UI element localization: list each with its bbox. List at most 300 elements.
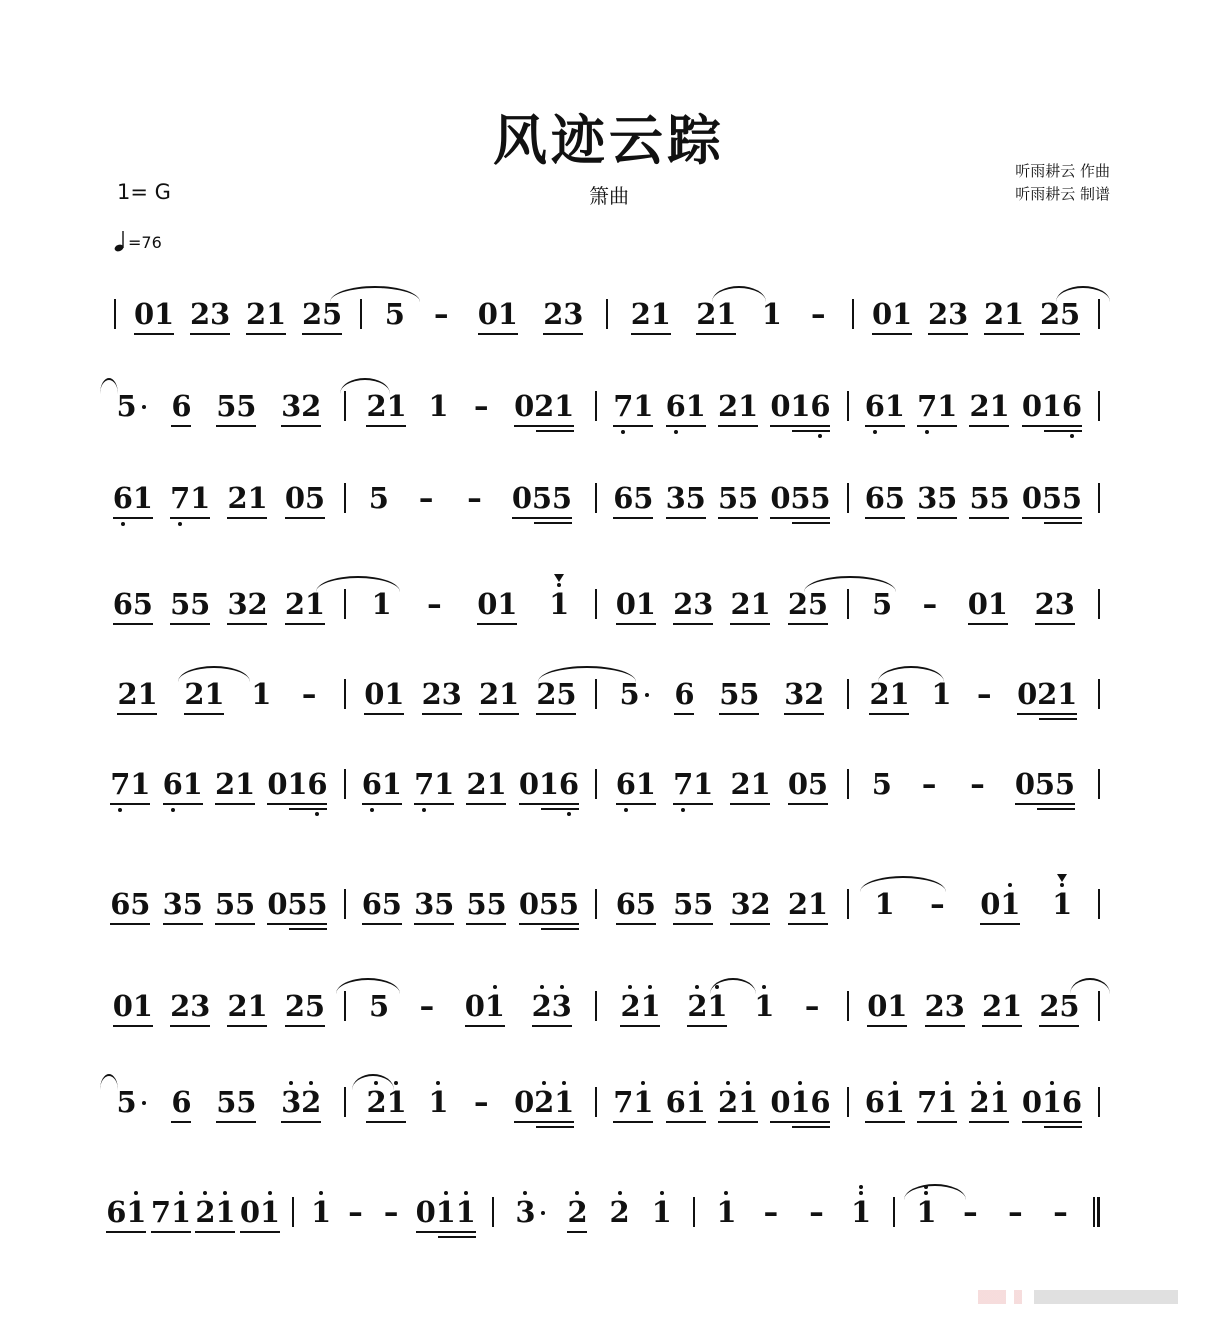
beat-group [613,482,653,524]
note: 6 [864,1085,885,1119]
beat-group [110,888,150,930]
beam-line-double [1044,1126,1082,1128]
beam-line [171,425,191,427]
measure [304,1196,482,1238]
beam-line [512,517,572,519]
beam-line [1040,333,1080,335]
measure [905,1196,1083,1238]
note: 1 [650,297,671,331]
note: 5 [190,587,211,621]
tie-slur [710,978,756,994]
note: 6 [1062,390,1082,422]
beat-group [195,1196,235,1238]
beat-group [673,588,713,630]
measure [705,1196,883,1238]
beam-line [422,713,462,715]
note: 5 [558,887,579,921]
note: 6 [163,768,183,800]
extension-dash: – [427,587,442,621]
beat-group [151,1196,191,1238]
beat-group [113,990,153,1032]
barline [344,889,346,919]
beam-line [673,623,713,625]
note: 3 [1054,587,1075,621]
high-octave-dot [223,1191,227,1195]
note: 3 [441,677,462,711]
note: 1 [790,389,811,423]
extension-dash: – [467,481,482,515]
beam-line [416,1231,476,1233]
note: 0 [511,481,532,515]
beam-line [215,803,255,805]
beam-line [788,803,828,805]
note: 0 [514,1085,535,1119]
note: 1 [851,1196,871,1228]
measure [356,1086,586,1128]
note: 1 [1041,389,1062,423]
beam-line [302,333,342,335]
note: 1 [1004,297,1025,331]
high-octave-dot [660,1191,664,1195]
tie-slur [340,378,390,394]
extension-dash: – [921,767,937,801]
note: 1 [287,767,308,801]
measure [859,888,1089,930]
beam-line [666,425,706,427]
beat-group [925,990,965,1032]
note: 6 [112,587,133,621]
beam-line [613,425,653,427]
beat-group [673,768,713,810]
beat-group [805,1196,827,1238]
note: 1 [132,989,153,1023]
note: 0 [415,1195,436,1229]
tie-slur [878,666,944,682]
beat-group [969,390,1009,432]
beat-group [134,298,174,340]
beat-group [106,1196,146,1238]
extension-dash: – [809,1195,824,1229]
beam-line [969,517,1009,519]
note: 3 [552,990,572,1022]
beat-group [760,1196,782,1238]
beam-line [110,803,150,805]
note: 5 [466,887,487,921]
beam-line [1035,623,1075,625]
note: 2 [787,587,808,621]
note: 1 [1052,888,1072,920]
note: 5 [368,481,389,515]
measure [356,888,586,930]
high-octave-dot [726,1081,730,1085]
beam-line-double [792,1126,830,1128]
beam-line [730,923,770,925]
tie-slur [330,286,420,302]
measure [104,990,334,1032]
note: 1 [807,887,828,921]
note: 1 [716,1196,736,1228]
beat-group [931,678,951,720]
note: 1 [204,677,225,711]
beat-group [718,390,758,432]
measure [864,298,1088,340]
barline [847,589,849,619]
note: 1 [428,1086,448,1118]
beat-group [463,482,485,524]
high-octave-dot [641,1081,645,1085]
note: 0 [770,481,791,515]
beat-group [917,390,957,432]
note: 5 [182,887,203,921]
note: 2 [687,990,707,1022]
note: 5 [719,677,740,711]
beam-line [514,425,574,427]
note: 0 [872,297,893,331]
note: 1 [884,389,905,423]
note: 1 [989,389,1010,423]
beat-group [267,888,327,930]
beam-line [917,425,957,427]
note: 0 [464,989,485,1023]
note: 3 [515,1196,535,1228]
barline [606,299,608,329]
beam-line [917,517,957,519]
beat-group [969,482,1009,524]
beam-line [666,1121,706,1123]
beat-group [619,678,649,720]
beam-line [366,425,406,427]
high-octave-dot [394,1081,398,1085]
note: 5 [693,887,714,921]
beat-group [1017,678,1077,720]
beat-group [116,390,146,432]
note: 1 [266,297,287,331]
note: 1 [498,677,520,711]
beat-group [1022,1086,1082,1128]
note: 0 [1017,677,1038,711]
beam-line [788,923,828,925]
note: 2 [366,389,387,423]
measure [356,678,586,720]
note: 6 [110,887,131,921]
note: 5 [170,587,191,621]
beat-group [719,678,759,720]
note: 6 [864,481,885,515]
tie-slur [316,576,400,592]
high-octave-dot [724,1191,728,1195]
beat-group [415,482,437,524]
measure [104,1196,282,1238]
beat-group [170,588,210,630]
beat-group [366,1086,406,1128]
beat-group [666,482,706,524]
high-octave-dot [575,1191,579,1195]
beam-line [479,713,519,715]
beat-group [428,390,448,432]
beam-line [227,623,267,625]
beat-group [788,768,828,810]
note: 5 [538,887,559,921]
note: 2 [804,677,825,711]
note: 7 [917,390,937,422]
beam-line [687,1025,727,1027]
note: 5 [1034,767,1055,801]
measure [607,1086,837,1128]
note: 2 [787,887,808,921]
note: 2 [610,1196,630,1228]
beat-group [216,1086,256,1128]
beat-group [466,768,506,810]
note: 2 [284,989,305,1023]
note: 1 [633,1086,653,1118]
note: 2 [532,990,552,1022]
beat-group [414,888,454,930]
note: 2 [1037,677,1058,711]
beat-group [730,768,770,810]
beam-line [718,1121,758,1123]
beat-group [184,678,224,720]
beam-line [190,333,230,335]
high-octave-dot [562,1081,566,1085]
note: 0 [267,887,288,921]
measure [104,588,334,630]
low-octave-dot [1070,434,1074,438]
beam-line [478,333,518,335]
beat-group [549,588,569,630]
note: 2 [421,677,442,711]
note: 5 [1061,481,1082,515]
beam-line [227,1025,267,1027]
beam-line-double [792,430,830,432]
high-octave-dot [540,985,544,989]
score-title: 风迹云踪 [493,109,725,172]
barline [847,991,849,1021]
note: 3 [563,297,584,331]
measure [104,390,334,432]
beat-group [687,990,727,1032]
note: 0 [518,887,539,921]
beat-group [980,888,1020,930]
note: 2 [301,389,322,423]
note: 5 [132,587,153,621]
note: 1 [386,389,407,423]
note: 1 [892,297,913,331]
note: 5 [717,481,739,515]
low-octave-dot [118,808,122,812]
low-octave-dot [567,812,571,816]
beat-group [470,1086,492,1128]
low-octave-dot [925,430,929,434]
beam-line [770,1121,830,1123]
beat-group [966,768,988,810]
note: 1 [132,481,153,515]
note: 6 [665,1085,686,1119]
note: 0 [364,677,385,711]
note: 1 [635,767,656,801]
note: 0 [284,481,305,515]
note: 5 [116,390,136,422]
note: 3 [162,887,183,921]
beam-line [414,803,454,805]
note: 5 [685,481,706,515]
note: 1 [384,677,405,711]
note: 2 [696,297,717,331]
note: 0 [1021,389,1042,423]
beat-group [968,588,1008,630]
extension-dash: – [970,767,985,801]
note: 5 [384,297,405,331]
note: 6 [666,390,686,422]
beat-group [1040,298,1080,340]
note: 5 [304,481,325,515]
beat-group [620,990,660,1032]
score-row [104,990,1110,1050]
note: 1 [1001,989,1023,1023]
beat-group [428,1086,448,1128]
beat-group [984,298,1024,340]
beat-group [465,990,505,1032]
beat-group [1039,990,1079,1032]
beat-group [423,588,445,630]
extension-dash: – [811,297,826,331]
beat-group [170,990,210,1032]
extension-dash: – [922,587,938,621]
note: 1 [554,389,575,423]
watermark-logo [978,1290,1178,1304]
note: 5 [1054,767,1075,801]
note: 1 [215,1196,235,1228]
note: 5 [884,481,905,515]
beat-group [872,588,892,630]
beat-group [917,482,957,524]
beat-group [916,1196,936,1238]
note: 2 [730,767,751,801]
note: 5 [307,887,328,921]
low-octave-dot [674,430,678,434]
high-octave-dot [203,1191,207,1195]
beam-line-double [289,928,327,930]
beam-line [616,923,656,925]
beam-line-double [1039,718,1077,720]
note: 5 [871,587,893,621]
note: 1 [182,767,203,801]
beat-group [364,678,404,720]
beat-group [281,1086,321,1128]
barline [344,769,346,799]
beat-group [366,390,406,432]
beam-line [170,517,210,519]
score-row [104,678,1110,738]
note: 0 [770,389,791,423]
note: 5 [434,887,455,921]
note: 1 [652,1196,672,1228]
measure [104,1086,334,1128]
beam-line [514,1121,574,1123]
measure [607,678,837,720]
note: 1 [497,587,518,621]
low-octave-dot [171,808,175,812]
accent-mark-icon [1057,874,1067,882]
measure [607,990,837,1032]
note: 3 [190,989,211,1023]
measure [356,390,586,432]
note: 1 [633,389,654,423]
note: 2 [969,1086,989,1118]
note: 2 [227,989,248,1023]
beat-group [872,298,912,340]
quarter-note-icon [114,230,126,252]
note: 1 [686,1086,706,1118]
beam-line [984,333,1024,335]
beam-line [106,1231,146,1233]
beat-group [478,298,518,340]
note: 1 [874,887,895,921]
measure [356,768,586,810]
note: 6 [113,482,133,514]
beat-group [762,298,782,340]
beat-group [801,990,823,1032]
beam-line [1017,713,1077,715]
beam-line [620,1025,660,1027]
beat-group [385,298,405,340]
note: 2 [924,989,945,1023]
note: 5 [1059,989,1080,1023]
augmentation-dot [541,1211,545,1215]
beat-group [567,1196,587,1238]
beat-group [869,678,909,720]
tie-slur [904,1184,966,1200]
barline [847,679,849,709]
barline [492,1197,494,1227]
note: 7 [110,768,130,800]
beam-line [113,517,153,519]
beat-group [190,298,230,340]
high-octave-dot [859,1185,863,1189]
note: 5 [635,887,656,921]
beam-line [730,623,770,625]
note: 7 [150,1195,171,1229]
note: 3 [281,389,302,423]
beat-group [784,678,824,720]
measure [607,888,837,930]
barline [292,1197,294,1227]
barline [344,589,346,619]
high-octave-dot [1060,883,1064,887]
note: 7 [673,768,693,800]
beam-line [616,623,656,625]
beam-line [465,1025,505,1027]
note: 3 [227,587,248,621]
note: 3 [414,887,435,921]
note: 1 [761,297,782,331]
extension-dash: – [1008,1195,1023,1229]
beat-group [267,768,327,810]
beat-group [1015,768,1075,810]
measure [104,888,334,930]
beat-group [652,1196,672,1238]
note: 2 [1040,297,1061,331]
note: 5 [1060,297,1081,331]
beam-line [366,1121,406,1123]
note: 7 [414,768,434,800]
beat-group [631,298,671,340]
note: 1 [937,1086,957,1118]
note: 2 [478,677,500,711]
score-subtitle: 箫曲 [589,184,629,208]
beam-line [865,1121,905,1123]
beam-line-double [534,522,572,524]
beam-line [364,713,404,715]
